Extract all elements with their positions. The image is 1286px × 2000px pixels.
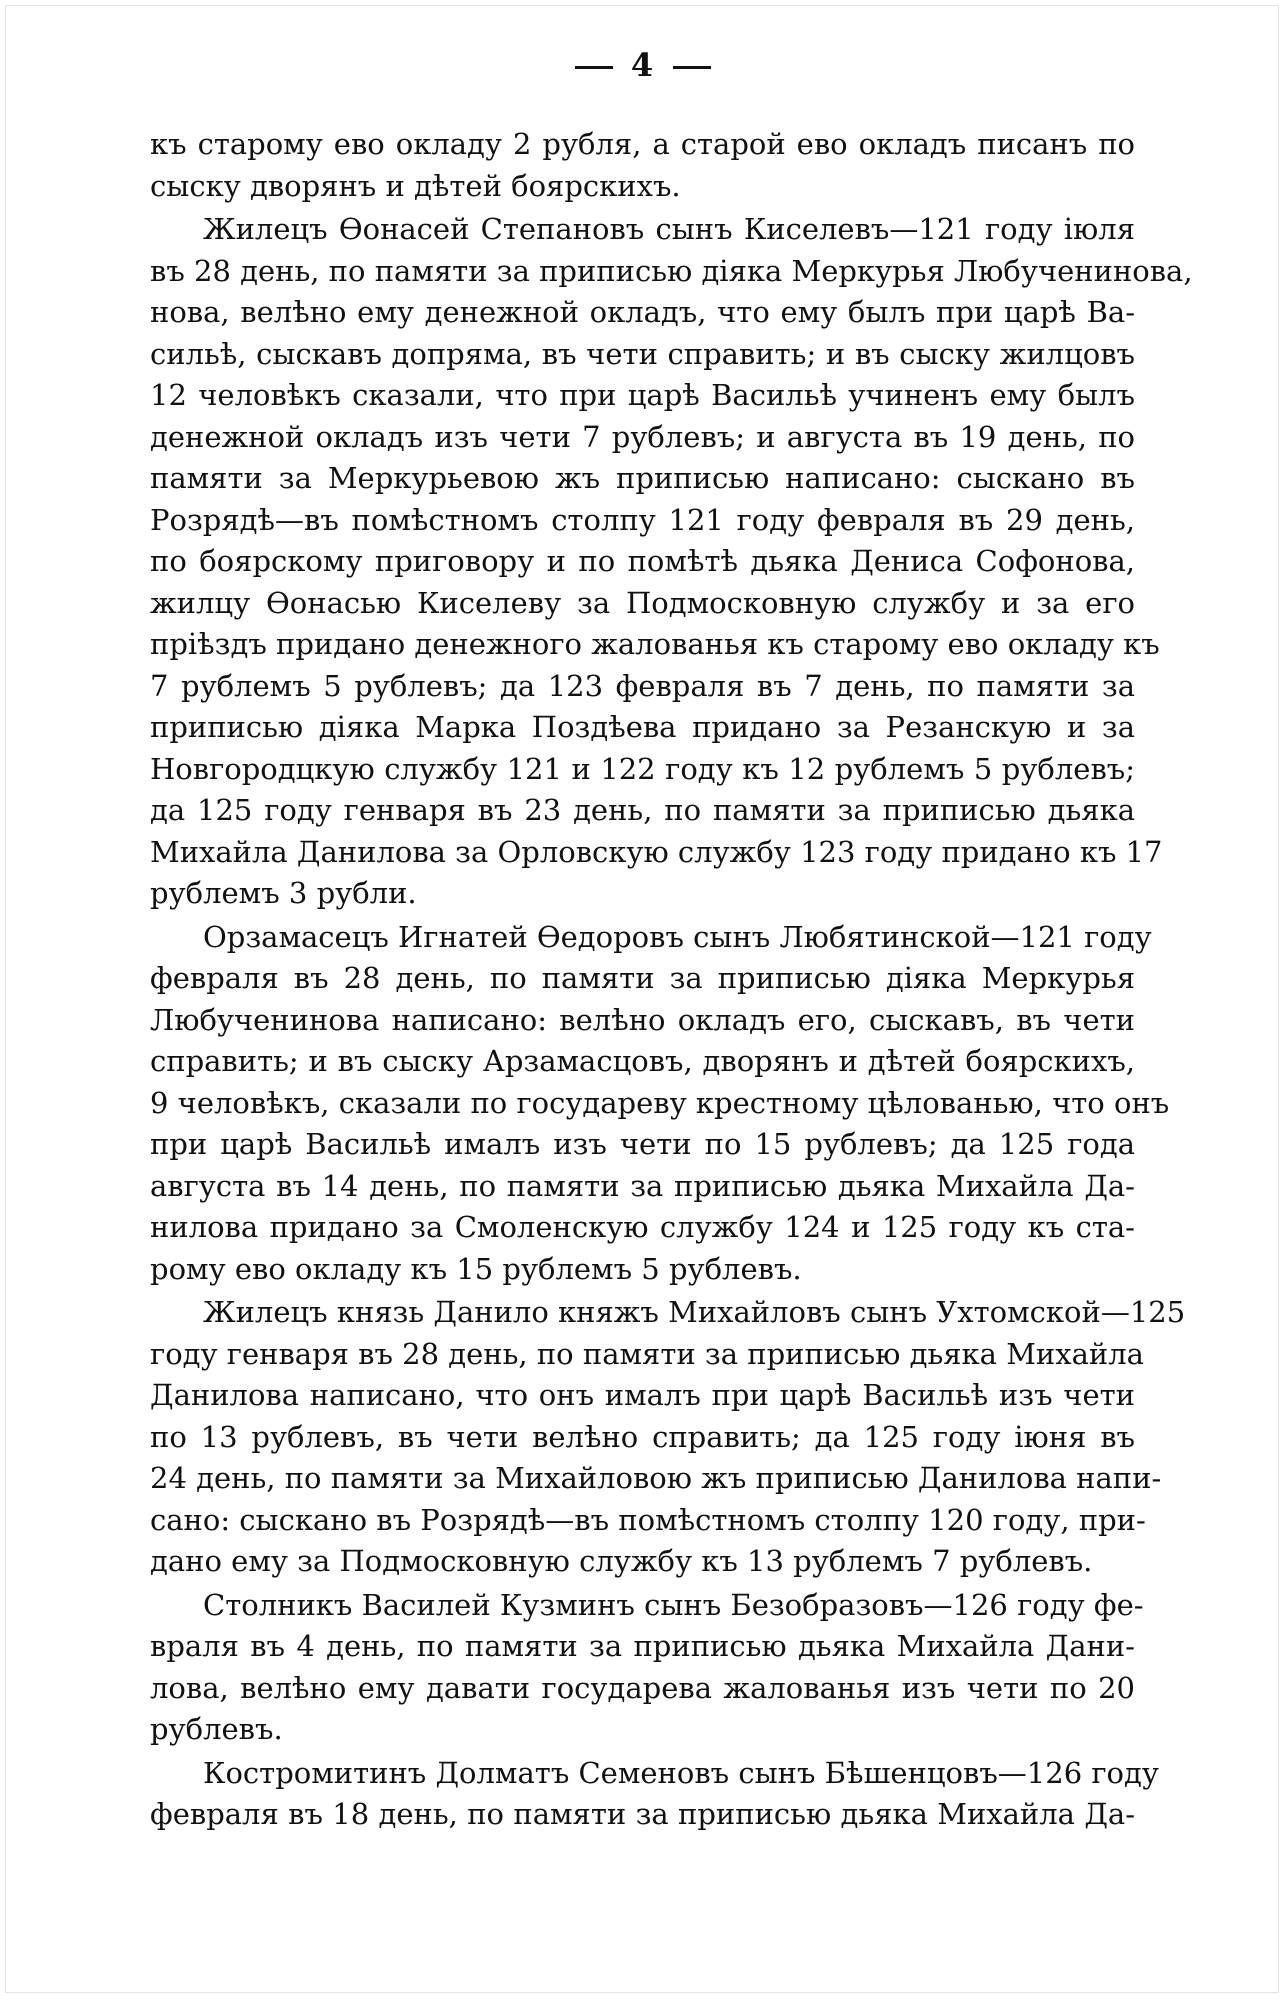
text-line: Костромитинъ Долматъ Семеновъ сынъ Бѣшенцовъ—126 году [203, 1755, 1159, 1790]
text-line: сыску дворянъ и дѣтей боярскихъ. [150, 168, 681, 203]
text-line: 24 день, по памяти за Михайловою жъ приписью Данилова напи- [150, 1461, 1162, 1495]
paragraph-1 [150, 124, 1135, 207]
text-line: Михайла Данилова за Орловскую службу 123 году придано къ 17 [150, 834, 1163, 869]
text-line: въ 28 день, по памяти за приписью діяка Меркурья Любученинова, [150, 253, 1193, 288]
paragraph-5 [150, 1585, 1144, 1751]
text-line: враля въ 4 день, по памяти за приписью дьяка Михайла Дани- [150, 1629, 1135, 1663]
text-line: пріѣздъ придано денежного жалованья къ старому ево окладу къ [150, 627, 1160, 661]
text-line: Любученинова написано: велѣно окладъ его, сыскавъ, въ чети [150, 1002, 1135, 1037]
text-line: Орзамасецъ Игнатей Ѳедоровъ сынъ Любятинской—121 году [203, 919, 1152, 954]
text-line: Данилова написано, что онъ ималъ при царѣ Васильѣ изъ чети [150, 1378, 1135, 1412]
paragraph-6 [150, 1753, 1159, 1836]
text-line: къ старому ево окладу 2 рубля, а старой ево окладъ писанъ по [150, 127, 1135, 161]
text-line: февраля въ 18 день, по памяти за приписью дьяка Михайла Да- [150, 1797, 1135, 1831]
text-line: Новгородцкую службу 121 и 122 году къ 12 рублемъ 5 рублевъ; [150, 751, 1135, 786]
text-line: приписью діяка Марка Поздѣева придано за Резанскую и за [150, 710, 1135, 744]
text-line: памяти за Меркурьевою жъ приписью написано: сыскано въ [150, 461, 1135, 495]
text-line: Жилецъ Ѳонасей Степановъ сынъ Киселевъ—121 году іюля [203, 212, 1135, 246]
body-text [150, 124, 1193, 1836]
text-line: рому ево окладу къ 15 рублемъ 5 рублевъ. [150, 1251, 802, 1286]
left-dash [575, 66, 613, 69]
text-line: да 125 году генваря въ 23 день, по памяти за приписью дьяка [150, 793, 1135, 827]
page-number: 4 [630, 46, 656, 84]
text-line: Жилецъ князь Данило княжъ Михайловъ сынъ Ухтомской—125 [203, 1295, 1186, 1329]
text-line: августа въ 14 день, по памяти за приписью дьяка Михайла Да- [150, 1168, 1135, 1203]
text-line: по боярскому приговору и по помѣтѣ дьяка Дениса Софонова, [150, 544, 1135, 578]
paragraph-4 [150, 1292, 1186, 1583]
text-line: дано ему за Подмосковную службу къ 13 рублемъ 7 рублевъ. [150, 1544, 1093, 1578]
text-line: 7 рублемъ 5 рублевъ; да 123 февраля въ 7 день, по памяти за [150, 668, 1135, 703]
text-line: рублевъ. [150, 1712, 283, 1746]
text-line: февраля въ 28 день, по памяти за приписью діяка Меркурья [150, 961, 1135, 995]
text-line: году генваря въ 28 день, по памяти за приписью дьяка Михайла [150, 1336, 1144, 1371]
text-line: справить; и въ сыску Арзамасцовъ, дворянъ и дѣтей боярскихъ, [150, 1044, 1135, 1078]
text-line: при царѣ Васильѣ ималъ изъ чети по 15 рублевъ; да 125 года [150, 1127, 1135, 1161]
text-line: Столникъ Василей Кузминъ сынъ Безобразовъ—126 году фе- [203, 1587, 1144, 1622]
text-line: Розрядѣ—въ помѣстномъ столпу 121 году февраля въ 29 день, [150, 502, 1135, 537]
text-line: по 13 рублевъ, въ чети велѣно справить; да 125 году іюня въ [150, 1419, 1135, 1454]
text-line: 9 человѣкъ, сказали по государеву крестному цѣлованью, что онъ [150, 1085, 1170, 1120]
paragraph-3 [150, 917, 1170, 1291]
page-number-header [0, 46, 1286, 84]
paragraph-2 [150, 209, 1193, 915]
text-line: сано: сыскано въ Розрядѣ—въ помѣстномъ столпу 120 году, при- [150, 1502, 1146, 1537]
text-line: сильѣ, сыскавъ допряма, въ чети справить; и въ сыску жилцовъ [150, 336, 1135, 371]
text-line: рублемъ 3 рубли. [150, 876, 417, 910]
text-line: лова, велѣно ему давати государева жалованья изъ чети по 20 [150, 1670, 1135, 1705]
right-dash [673, 66, 711, 69]
text-line: жилцу Ѳонасью Киселеву за Подмосковную службу и за его [150, 585, 1135, 620]
text-line: нилова придано за Смоленскую службу 124 и 125 году къ ста- [150, 1210, 1135, 1244]
text-line: 12 человѣкъ сказали, что при царѣ Васильѣ учиненъ ему былъ [150, 378, 1135, 412]
text-line: нова, велѣно ему денежной окладъ, что ему былъ при царѣ Ва- [150, 295, 1135, 329]
text-line: денежной окладъ изъ чети 7 рублевъ; и августа въ 19 день, по [150, 419, 1135, 454]
